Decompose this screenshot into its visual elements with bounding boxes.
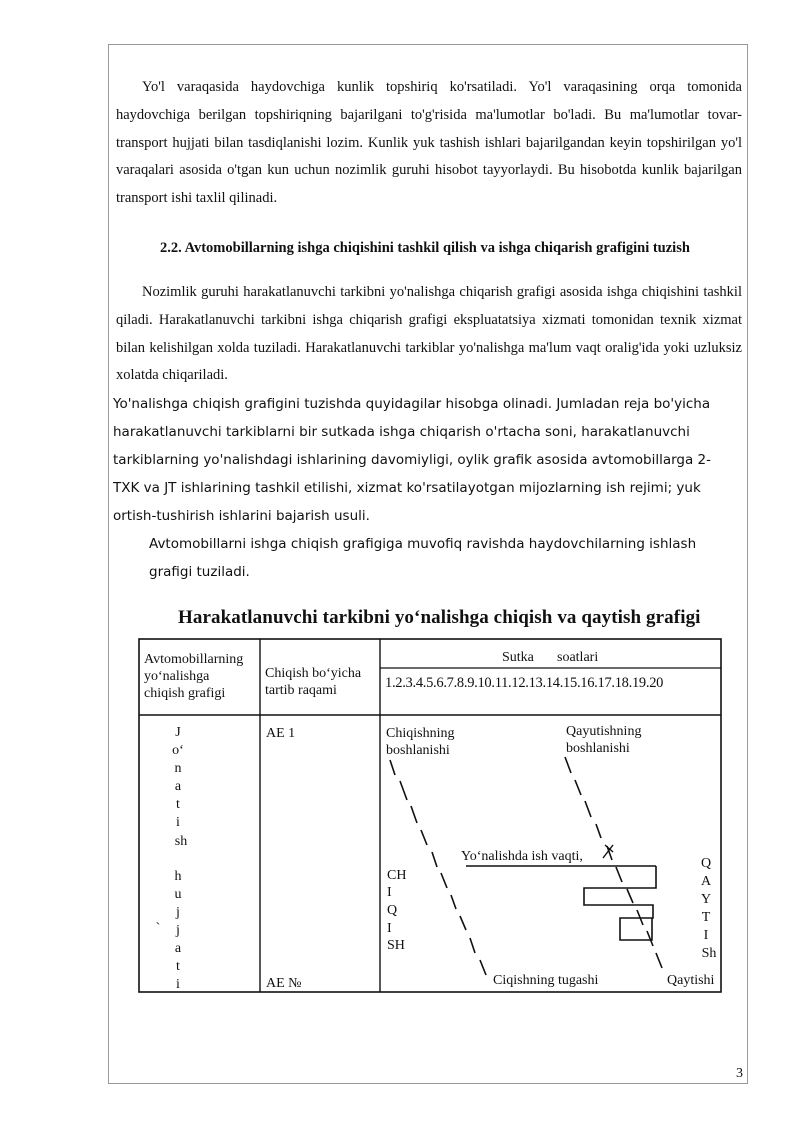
vertical-letter: Sh — [701, 946, 717, 961]
text-line: grafigi tuziladi. — [149, 564, 250, 580]
text-line: Avtomobillarni ishga chiqish grafigiga muvofiq ravishda haydovchilarning ishlash — [149, 536, 697, 552]
vertical-letter: i — [176, 977, 180, 992]
paragraph-schedule-factors — [113, 390, 743, 530]
label-line: Qayutishning — [566, 724, 642, 739]
vertical-letter: SH — [387, 938, 405, 953]
vertical-letter: Q — [700, 856, 712, 871]
vertical-letter: o‘ — [172, 743, 184, 758]
vertical-letter: n — [174, 761, 182, 776]
col1-header — [144, 651, 243, 702]
work-time-label: Yo‘nalishda ish vaqti, — [461, 849, 583, 864]
header-line: chiqish grafigi — [144, 686, 226, 701]
vertical-letter: j — [176, 905, 180, 920]
vertical-letter: sh — [174, 834, 188, 849]
paragraph-waybill: Yo'l varaqasida haydovchiga kunlik topshiriq ko'rsatiladi. Yo'l varaqasining orqa tomonida haydovchiga berilgan topshiriqning bajarilgani to'g'risida ma'lumotlar bo'ladi. Bu ma'lumotlar tovar-transport hujjati bilan tasdiqlanishi lozim. Kunlik yuk tashish ishlari bajarilgandan keyin topshirilgan yo'l varaqalari asosida o'tgan kun uchun nozimlik guruhi hisobot tayyorlaydi. Bu hisobotda kunlik bajarilgan transport ishi taxlil qilinadi. — [116, 79, 742, 207]
vertical-letter: A — [700, 874, 712, 889]
vertical-letter: a — [174, 779, 182, 794]
text-line: tarkiblarning yo'nalishdagi ishlarining davomiyligi, oylik grafik asosida avtomobillarga 2- — [113, 452, 711, 468]
paragraph-driver-schedule — [149, 530, 729, 586]
vertical-letter: i — [176, 815, 180, 830]
col2-header — [265, 665, 361, 699]
text-line: ortish-tushirish ishlarini bajarish usuli. — [113, 508, 370, 524]
vertical-letter: t — [176, 959, 180, 974]
text-line: Yo'nalishga chiqish grafigini tuzishda quyidagilar hisobga olinadi. Jumladan reja bo'yicha — [113, 396, 711, 412]
tick-mark: ` — [155, 921, 161, 936]
text-line: TXK va JT ishlarining tashkil etilishi, xizmat ko'rsatilayotgan mijozlarning ish rejimi; yuk — [113, 480, 701, 496]
vertical-letter: Q — [387, 903, 398, 918]
page-number: 3 — [736, 1066, 743, 1081]
ae-last-label: AE № — [266, 976, 302, 991]
header-line: Chiqish bo‘yicha — [265, 666, 362, 681]
header-line: tartib raqami — [265, 683, 337, 698]
vertical-letter: u — [174, 887, 182, 902]
return-end-label: Qaytishi — [667, 973, 715, 988]
end-label: Ciqishning tugashi — [493, 973, 599, 988]
figure-title: Harakatlanuvchi tarkibni yo‘nalishga chiqish va qaytish grafigi — [178, 607, 701, 628]
section-heading: 2.2. Avtomobillarning ishga chiqishini tashkil qilish va ishga chiqarish grafigini tuzish — [160, 240, 690, 256]
sutka-label: Sutka — [502, 650, 534, 665]
soatlari-label: soatlari — [557, 650, 599, 665]
label-line: boshlanishi — [386, 743, 450, 758]
label-line: boshlanishi — [566, 741, 630, 756]
header-line: Avtomobillarning — [144, 652, 244, 667]
vertical-letter: a — [174, 941, 182, 956]
vertical-letter: h — [174, 869, 182, 884]
vertical-letter: I — [703, 928, 709, 943]
vertical-letter: J — [175, 725, 181, 740]
label-line: Chiqishning — [386, 726, 455, 741]
vertical-letter: t — [176, 797, 180, 812]
vertical-letter: I — [387, 885, 392, 900]
text-line: harakatlanuvchi tarkiblarni bir sutkada ishga chiqarish o'rtacha soni, harakatlanuvchi — [113, 424, 690, 440]
vertical-letter: T — [701, 910, 711, 925]
ae-first-label: AE 1 — [266, 726, 296, 741]
paragraph-dispatch-group: Nozimlik guruhi harakatlanuvchi tarkibni yo'nalishga chiqarish grafigi asosida ishga chiqishini tashkil qiladi. Harakatlanuvchi tarkibni ishga chiqarish grafigi ekspluatatsiya xizmati tomonidan texnik xizmat bilan kelishilgan xolda tuziladi. Harakatlanuvchi tarkiblar yo'nalishga ma'lum vaqt oralig'ida yoki uzluksiz xolatda chiqariladi. — [116, 284, 742, 384]
vertical-letter: Y — [700, 892, 712, 907]
header-line: yo‘nalishga — [144, 669, 210, 684]
vertical-letter: CH — [387, 868, 407, 883]
vertical-letter: I — [387, 921, 392, 936]
start-label — [386, 725, 454, 759]
hours-scale: 1.2.3.4.5.6.7.8.9.10.11.12.13.14.15.16.17.18.19.20 — [385, 675, 664, 691]
return-start-label — [566, 723, 641, 757]
vertical-letter: j — [176, 923, 180, 938]
